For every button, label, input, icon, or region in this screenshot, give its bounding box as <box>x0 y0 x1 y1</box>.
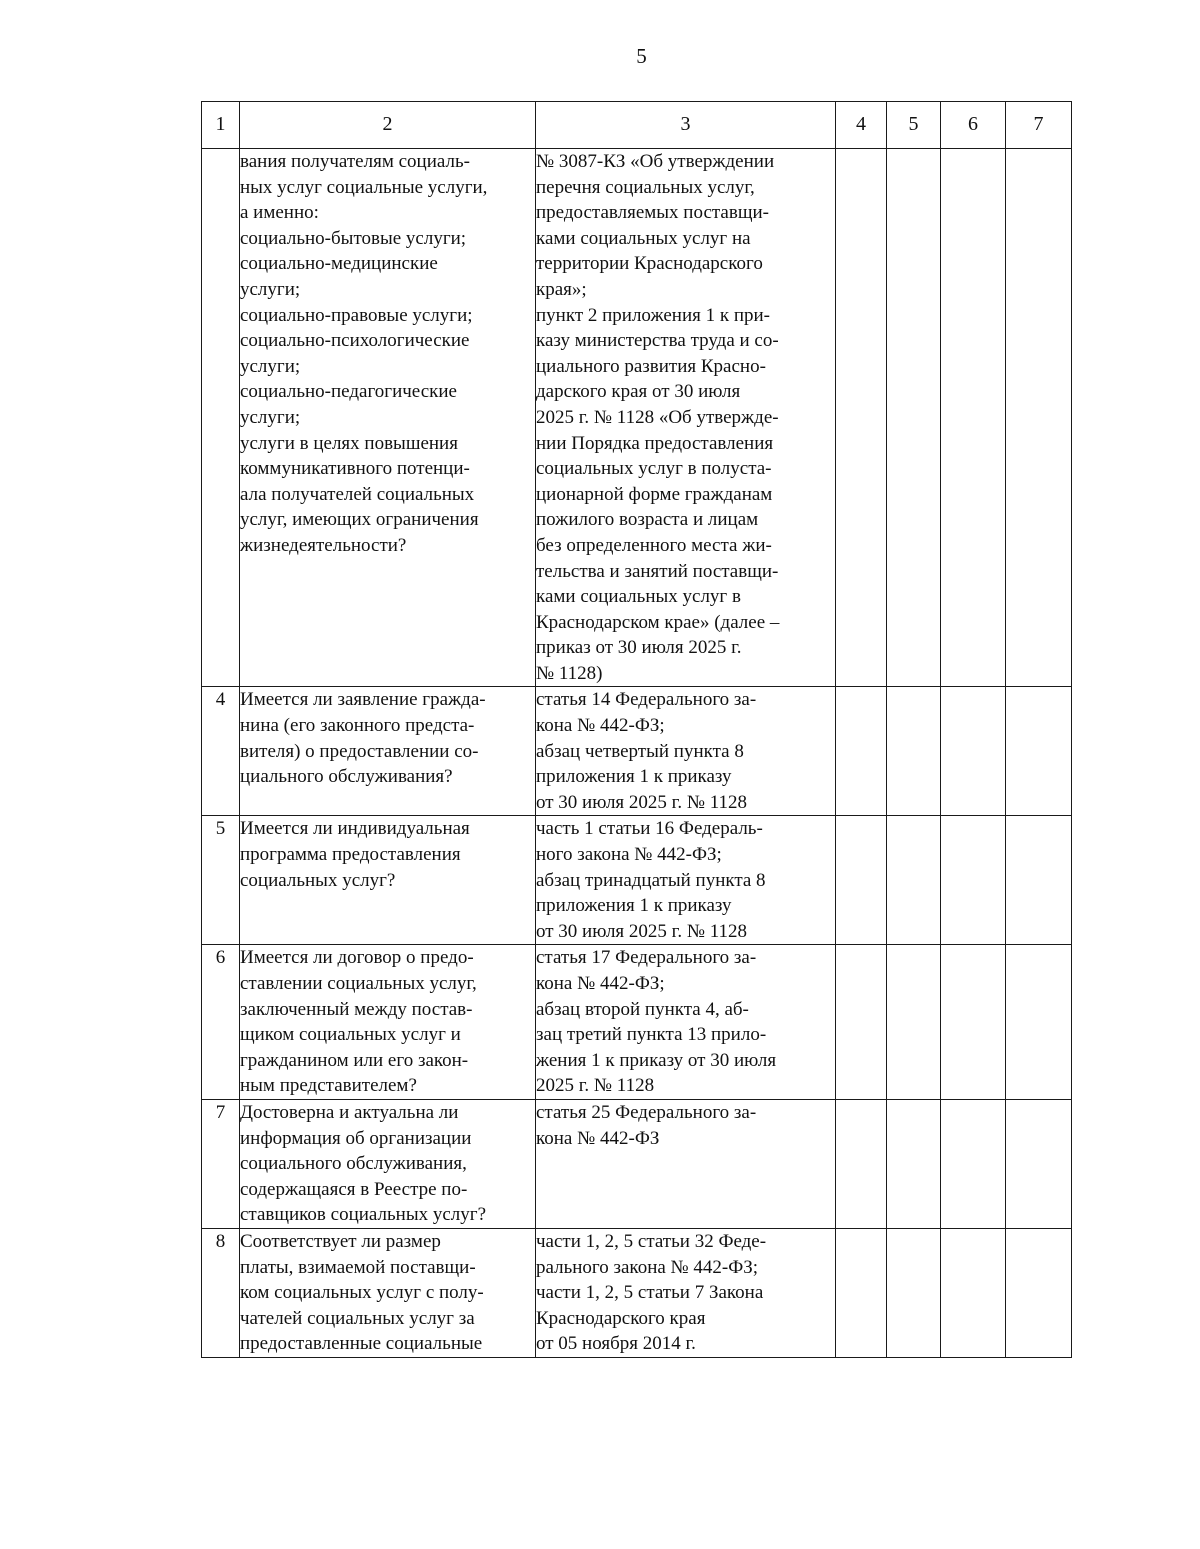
table-row <box>202 1228 1072 1357</box>
cell-col-5 <box>887 149 941 687</box>
cell-col-7 <box>1006 1099 1072 1228</box>
cell-col-5 <box>887 945 941 1100</box>
row-number: 8 <box>202 1228 240 1357</box>
cell-col-6 <box>941 149 1006 687</box>
cell-col-7 <box>1006 945 1072 1100</box>
row-legal-basis: части 1, 2, 5 статьи 32 Феде- рального закона № 442-ФЗ; части 1, 2, 5 статьи 7 Закона Краснодарского края от 05 ноября 2014 г. <box>536 1228 836 1357</box>
cell-col-5 <box>887 1228 941 1357</box>
cell-col-5 <box>887 1099 941 1228</box>
header-col-7: 7 <box>1006 102 1072 149</box>
cell-col-4 <box>836 945 887 1100</box>
cell-col-6 <box>941 687 1006 816</box>
header-col-3: 3 <box>536 102 836 149</box>
cell-col-6 <box>941 1099 1006 1228</box>
cell-col-6 <box>941 1228 1006 1357</box>
row-question: Имеется ли заявление гражда- нина (его законного предста- вителя) о предоставлении со- циального обслуживания? <box>240 687 536 816</box>
row-number: 5 <box>202 816 240 945</box>
row-number: 6 <box>202 945 240 1100</box>
header-col-5: 5 <box>887 102 941 149</box>
row-question: Имеется ли договор о предо- ставлении социальных услуг, заключенный между постав- щиком социальных услуг и гражданином или его закон- ным представителем? <box>240 945 536 1100</box>
cell-col-4 <box>836 816 887 945</box>
cell-col-5 <box>887 687 941 816</box>
page-number: 5 <box>636 44 647 68</box>
cell-col-7 <box>1006 816 1072 945</box>
cell-col-7 <box>1006 1228 1072 1357</box>
cell-col-6 <box>941 945 1006 1100</box>
header-row <box>202 102 1072 149</box>
cell-col-6 <box>941 816 1006 945</box>
row-legal-basis: часть 1 статьи 16 Федераль- ного закона № 442-ФЗ; абзац тринадцатый пункта 8 приложения 1 к приказу от 30 июля 2025 г. № 1128 <box>536 816 836 945</box>
row-question: вания получателям социаль- ных услуг социальные услуги, а именно: социально-бытовые услуги; социально-медицинские услуги; социально-правовые услуги; социально-психологические услуги; социально-педагогические услуги; услуги в целях повышения коммуникативного потенци- ала получателей социальных услуг, имеющих ограничения жизнедеятельности? <box>240 149 536 687</box>
table-row <box>202 1099 1072 1228</box>
row-legal-basis: статья 14 Федерального за- кона № 442-ФЗ; абзац четвертый пункта 8 приложения 1 к приказу от 30 июля 2025 г. № 1128 <box>536 687 836 816</box>
table-row <box>202 149 1072 687</box>
row-legal-basis: № 3087-КЗ «Об утверждении перечня социальных услуг, предоставляемых поставщи- ками социальных услуг на территории Краснодарского края»; пункт 2 приложения 1 к при- казу министерства труда и со- циального развития Красно- дарского края от 30 июля 2025 г. № 1128 «Об утвержде- нии Порядка предоставления социальных услуг в полуста- ционарной форме гражданам пожилого возраста и лицам без определенного места жи- тельства и занятий поставщи- ками социальных услуг в Краснодарском крае» (далее – приказ от 30 июля 2025 г. № 1128) <box>536 149 836 687</box>
row-question: Имеется ли индивидуальная программа предоставления социальных услуг? <box>240 816 536 945</box>
row-question: Достоверна и актуальна ли информация об организации социального обслуживания, содержащаяся в Реестре по- ставщиков социальных услуг? <box>240 1099 536 1228</box>
cell-col-4 <box>836 1099 887 1228</box>
row-number: 7 <box>202 1099 240 1228</box>
row-question: Соответствует ли размер платы, взимаемой поставщи- ком социальных услуг с полу- чателей социальных услуг за предоставленные социальные <box>240 1228 536 1357</box>
row-number: 4 <box>202 687 240 816</box>
row-legal-basis: статья 17 Федерального за- кона № 442-ФЗ; абзац второй пункта 4, аб- зац третий пункта 13 прило- жения 1 к приказу от 30 июля 2025 г. № 1128 <box>536 945 836 1100</box>
cell-col-7 <box>1006 149 1072 687</box>
table-row <box>202 816 1072 945</box>
row-legal-basis: статья 25 Федерального за- кона № 442-ФЗ <box>536 1099 836 1228</box>
checklist-table <box>201 101 1072 1358</box>
row-number <box>202 149 240 687</box>
header-col-6: 6 <box>941 102 1006 149</box>
cell-col-5 <box>887 816 941 945</box>
header-col-1: 1 <box>202 102 240 149</box>
cell-col-7 <box>1006 687 1072 816</box>
header-col-2: 2 <box>240 102 536 149</box>
table-row <box>202 687 1072 816</box>
cell-col-4 <box>836 687 887 816</box>
cell-col-4 <box>836 149 887 687</box>
table-row <box>202 945 1072 1100</box>
header-col-4: 4 <box>836 102 887 149</box>
cell-col-4 <box>836 1228 887 1357</box>
